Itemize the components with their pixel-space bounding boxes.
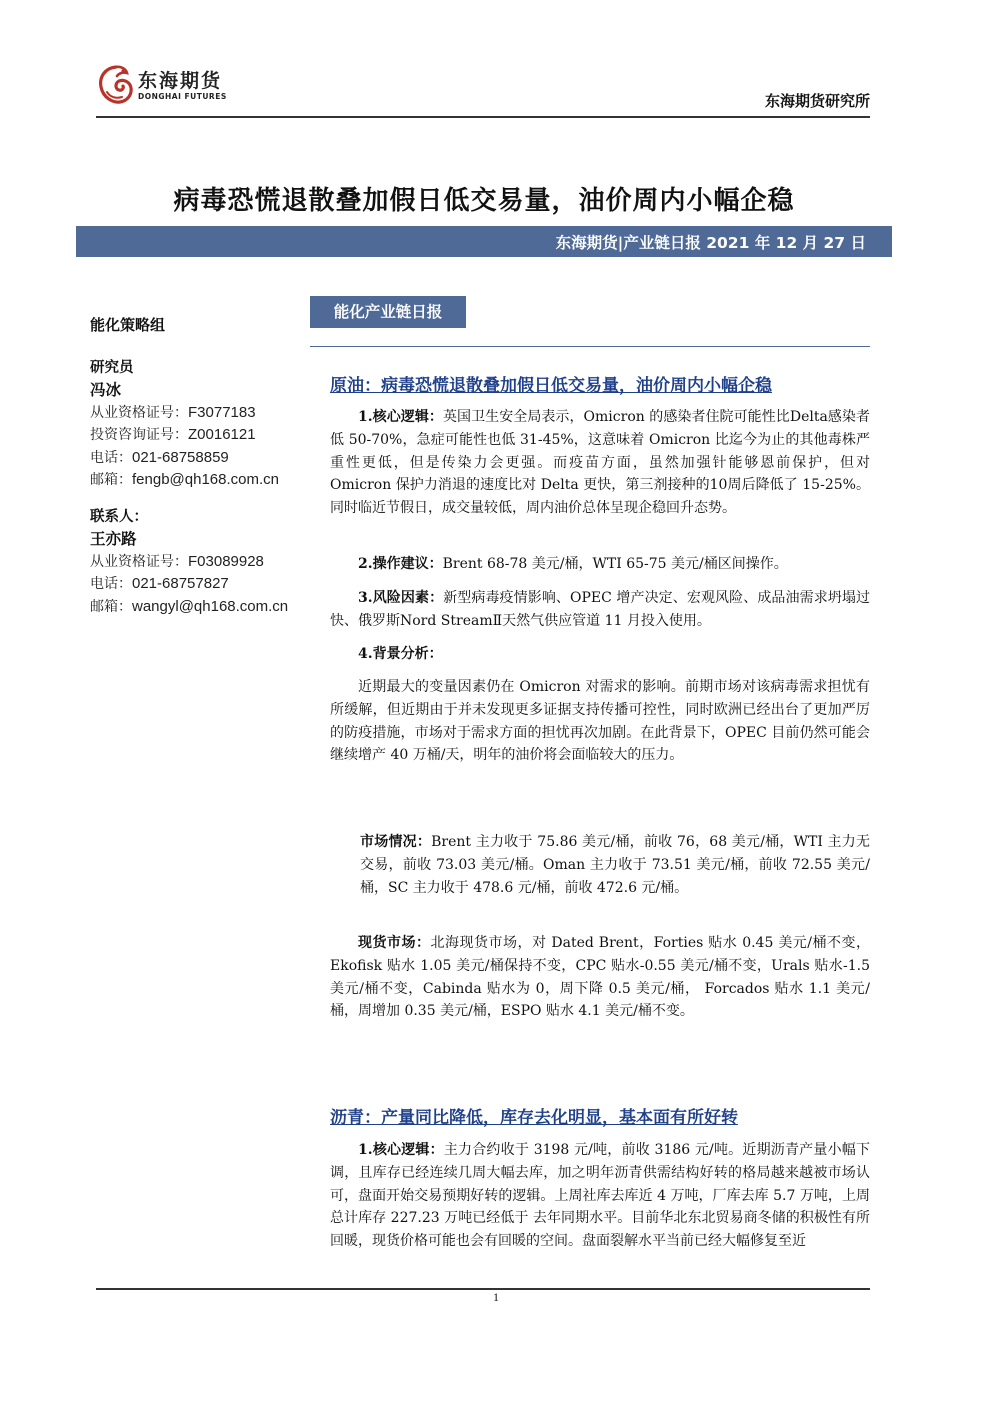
header-divider <box>96 116 870 118</box>
contact-email-row: 邮箱：wangyl@qh168.com.cn <box>90 597 289 615</box>
section-tag: 能化产业链日报 <box>310 296 466 328</box>
crude-core-logic: 1.核心逻辑：英国卫生安全局表示，Omicron 的感染者住院可能性比Delta感染者低 50-70%，急症可能性也低 31-45%，这意味着 Omicron 比迄今为止的其他毒株严重性更低，但是传染力会更强。而疫苗方面，虽然加强针能够恩前保护，但对 Omicron 保护力消退的速度比对 Delta 更快，第三剂接种的10周后降低了 15-25%。同时临近节假日，成交量较低，周内油价总体呈现企稳回升态势。 <box>330 409 870 517</box>
crude-background-label: 4.背景分析： <box>358 646 443 662</box>
researcher-phone-row: 电话：021-68758859 <box>90 448 229 466</box>
crude-risk: 3.风险因素：新型病毒疫情影响、OPEC 增产决定、宏观风险、成品油需求坍塌过快、俄罗斯Nord StreamⅡ天然气供应管道 11 月投入使用。 <box>330 590 870 629</box>
crude-heading: 原油：病毒恐慌退散叠加假日低交易量，油价周内小幅企稳 <box>330 376 772 396</box>
crude-advice: 2.操作建议：Brent 68-78 美元/桶，WTI 65-75 美元/桶区间操作。 <box>358 556 788 572</box>
contact-label: 联系人： <box>90 508 148 525</box>
logo-english-text: DONGHAI FUTURES <box>138 92 227 101</box>
report-title: 病毒恐慌退散叠加假日低交易量，油价周内小幅企稳 <box>173 186 795 216</box>
researcher-email-row: 邮箱：fengb@qh168.com.cn <box>90 471 279 488</box>
researcher-label: 研究员 <box>90 359 134 376</box>
dragon-logo-icon <box>96 64 136 106</box>
researcher-cert-row: 从业资格证号：F3077183 <box>90 403 256 421</box>
contact-email-link[interactable]: wangyl@qh168.com.cn <box>132 597 289 615</box>
contact-cert-row: 从业资格证号：F03089928 <box>90 552 264 570</box>
banner-text: 东海期货|产业链日报 2021 年 12 月 27 日 <box>555 234 866 252</box>
crude-spot-market: 现货市场：北海现货市场，对 Dated Brent，Forties 贴水 0.45 美元/桶不变，Ekofisk 贴水 1.05 美元/桶保持不变，CPC 贴水-0.55 美元/桶不变，Urals 贴水-1.5 美元/桶不变，Cabinda 贴水为 0，周下降 0.5 美元/桶， Forcados 贴水 1.1 美元/桶，周增加 0.35 美元/桶，ESPO 贴水 4.1 美元/桶不变。 <box>330 935 871 1020</box>
author-sidebar <box>90 314 315 618</box>
institute-name: 东海期货研究所 <box>764 92 870 110</box>
researcher-name: 冯冰 <box>90 381 122 399</box>
asphalt-heading: 沥青：产量同比降低，库存去化明显，基本面有所好转 <box>330 1108 738 1128</box>
researcher-advisory-row: 投资咨询证号：Z0016121 <box>90 426 256 443</box>
contact-name: 王亦路 <box>90 530 137 548</box>
strategy-group: 能化策略组 <box>90 316 166 334</box>
page-number: 1 <box>493 1290 499 1304</box>
crude-market-situation: 市场情况：Brent 主力收于 75.86 美元/桶，前收 76，68 美元/桶，WTI 主力无交易，前收 73.03 美元/桶。Oman 主力收于 73.51 美元/桶，前收 72.55 美元/桶，SC 主力收于 478.6 元/桶，前收 472.6 元/桶。 <box>360 834 871 896</box>
asphalt-core-logic: 1.核心逻辑：主力合约收于 3198 元/吨，前收 3186 元/吨。近期沥青产量小幅下调，且库存已经连续几周大幅去库，加之明年沥青供需结构好转的格局越来越被市场认可，盘面开始交易预期好转的逻辑。上周社库去库近 4 万吨，厂库去库 5.7 万吨，上周总计库存 227.23 万吨已经低于 去年同期水平。目前华北东北贸易商冬储的积极性有所回暖，现货价格可能也会有回暖的空间。盘面裂解水平当前已经大幅修复至近 <box>330 1142 870 1250</box>
report-banner <box>76 226 892 257</box>
contact-phone-row: 电话：021-68757827 <box>90 575 229 592</box>
logo-chinese-text: 东海期货 <box>138 70 223 92</box>
crude-background-text: 近期最大的变量因素仍在 Omicron 对需求的影响。前期市场对该病毒需求担忧有所缓解，但近期由于并未发现更多证据支持传播可控性，同时欧洲已经出台了更加严厉的防疫措施，市场对于需求方面的担忧再次加剧。在此背景下，OPEC 目前仍然可能会继续增产 40 万桶/天，明年的油价将会面临较大的压力。 <box>330 679 870 764</box>
company-logo <box>96 64 236 108</box>
tag-divider <box>310 346 870 347</box>
researcher-email-link[interactable]: fengb@qh168.com.cn <box>132 471 279 488</box>
